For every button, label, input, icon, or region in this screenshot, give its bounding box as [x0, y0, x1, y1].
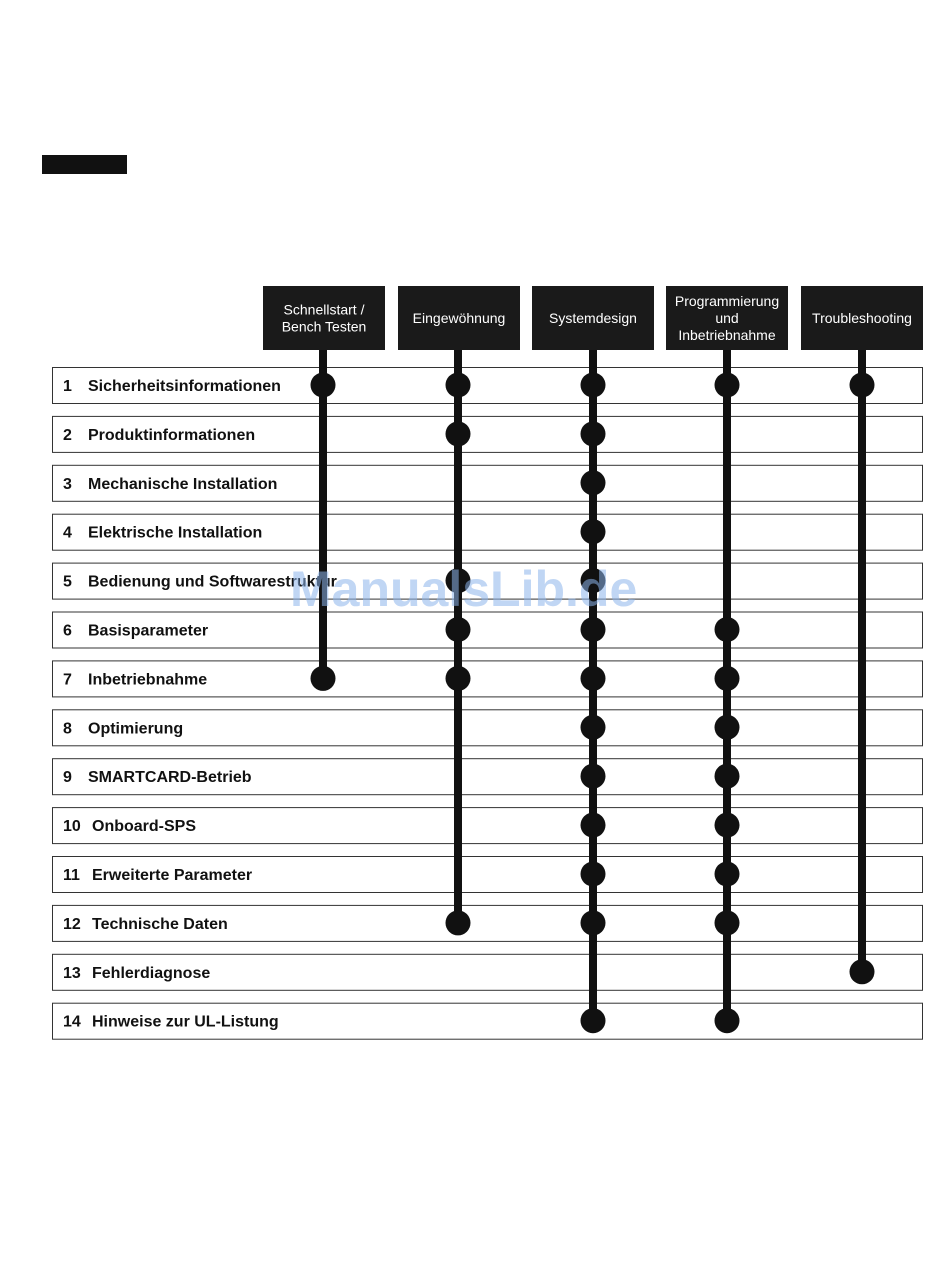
- relevance-dot: [446, 666, 471, 691]
- relevance-dot: [446, 373, 471, 398]
- relevance-dot: [715, 910, 740, 935]
- chapter-row: [53, 954, 923, 990]
- relevance-dot: [581, 470, 606, 495]
- chapter-row: [53, 465, 923, 501]
- relevance-dot: [581, 519, 606, 544]
- relevance-dot: [581, 910, 606, 935]
- watermark: ManualsLib.de: [290, 561, 638, 617]
- chapter-row: [53, 1003, 923, 1039]
- relevance-dot: [850, 959, 875, 984]
- relevance-dot: [581, 373, 606, 398]
- column-header: [532, 286, 654, 350]
- chapter-title: Elektrische Installation: [88, 524, 263, 542]
- column-header: [263, 286, 385, 350]
- chapter-row: [53, 857, 923, 893]
- chapter-number: 7: [63, 671, 72, 689]
- relevance-dot: [581, 715, 606, 740]
- chapter-number: 4: [63, 524, 72, 542]
- chapter-title: Optimierung: [88, 720, 184, 738]
- relevance-dot: [715, 862, 740, 887]
- relevance-dot: [581, 813, 606, 838]
- chapter-title: Fehlerdiagnose: [92, 964, 211, 982]
- relevance-dot: [715, 715, 740, 740]
- chapter-title: Basisparameter: [88, 622, 209, 640]
- chapter-number: 6: [63, 622, 72, 640]
- relevance-dot: [446, 421, 471, 446]
- chapter-title: Hinweise zur UL-Listung: [92, 1013, 279, 1031]
- relevance-dot: [581, 1008, 606, 1033]
- chapter-title: Bedienung und Softwarestruktur: [88, 573, 337, 591]
- chapter-row: [53, 710, 923, 746]
- relevance-dot: [581, 666, 606, 691]
- relevance-dot: [581, 568, 606, 593]
- column-header-label: Schnellstart /: [283, 301, 365, 318]
- chapter-title: Inbetriebnahme: [88, 671, 208, 689]
- chapter-number: 10: [63, 818, 81, 836]
- rows-layer: [53, 368, 923, 1040]
- chapter-row: [53, 612, 923, 648]
- relevance-dot: [581, 764, 606, 789]
- chapter-row: [53, 661, 923, 697]
- column-header-label: Bench Testen: [281, 318, 367, 335]
- column-header: [398, 286, 520, 350]
- relevance-dot: [311, 373, 336, 398]
- chapter-row: [53, 368, 923, 404]
- chapter-title: SMARTCARD-Betrieb: [88, 769, 252, 787]
- chapter-title: Technische Daten: [92, 915, 228, 933]
- column-header: [801, 286, 923, 350]
- column-header-label: Systemdesign: [549, 310, 637, 326]
- chapter-row: [53, 416, 923, 452]
- relevance-dot: [446, 910, 471, 935]
- relevance-dot: [581, 421, 606, 446]
- chapter-number: 9: [63, 769, 72, 787]
- relevance-dot: [446, 568, 471, 593]
- relevance-dot: [715, 764, 740, 789]
- chapter-title: Produktinformationen: [88, 426, 256, 444]
- chapter-row: [53, 759, 923, 795]
- relevance-dot: [715, 1008, 740, 1033]
- column-header-label: Eingewöhnung: [412, 310, 506, 326]
- chapter-number: 5: [63, 573, 72, 591]
- relevance-dot: [850, 373, 875, 398]
- chapter-row: [53, 905, 923, 941]
- headers-layer: [263, 286, 923, 350]
- relevance-dot: [581, 862, 606, 887]
- column-header-label: Programmierung: [674, 293, 780, 309]
- relevance-dot: [715, 373, 740, 398]
- chapter-number: 2: [63, 426, 72, 444]
- chapter-number: 14: [63, 1013, 81, 1031]
- chapter-title: Erweiterte Parameter: [92, 867, 253, 884]
- column-header: [666, 286, 788, 350]
- chapter-number: 11: [63, 867, 80, 884]
- chapter-title: Mechanische Installation: [88, 475, 278, 493]
- column-header-label: Troubleshooting: [812, 310, 912, 326]
- relevance-dot: [715, 617, 740, 642]
- chapter-number: 8: [63, 720, 72, 738]
- chapter-number: 3: [63, 475, 72, 493]
- chapter-row: [53, 563, 923, 599]
- relevance-dot: [581, 617, 606, 642]
- relevance-dot: [446, 617, 471, 642]
- chapter-number: 1: [63, 378, 72, 395]
- chapter-number: 13: [63, 964, 81, 982]
- chapter-title: Onboard-SPS: [92, 818, 197, 836]
- relevance-dot: [311, 666, 336, 691]
- column-header-label: und: [715, 310, 739, 326]
- chapter-row: [53, 808, 923, 844]
- chapter-title: Sicherheitsinformationen: [88, 378, 281, 395]
- chapter-row: [53, 514, 923, 550]
- column-header-label: Inbetriebnahme: [678, 327, 776, 343]
- relevance-dot: [715, 666, 740, 691]
- chapter-number: 12: [63, 915, 81, 933]
- relevance-dot: [715, 813, 740, 838]
